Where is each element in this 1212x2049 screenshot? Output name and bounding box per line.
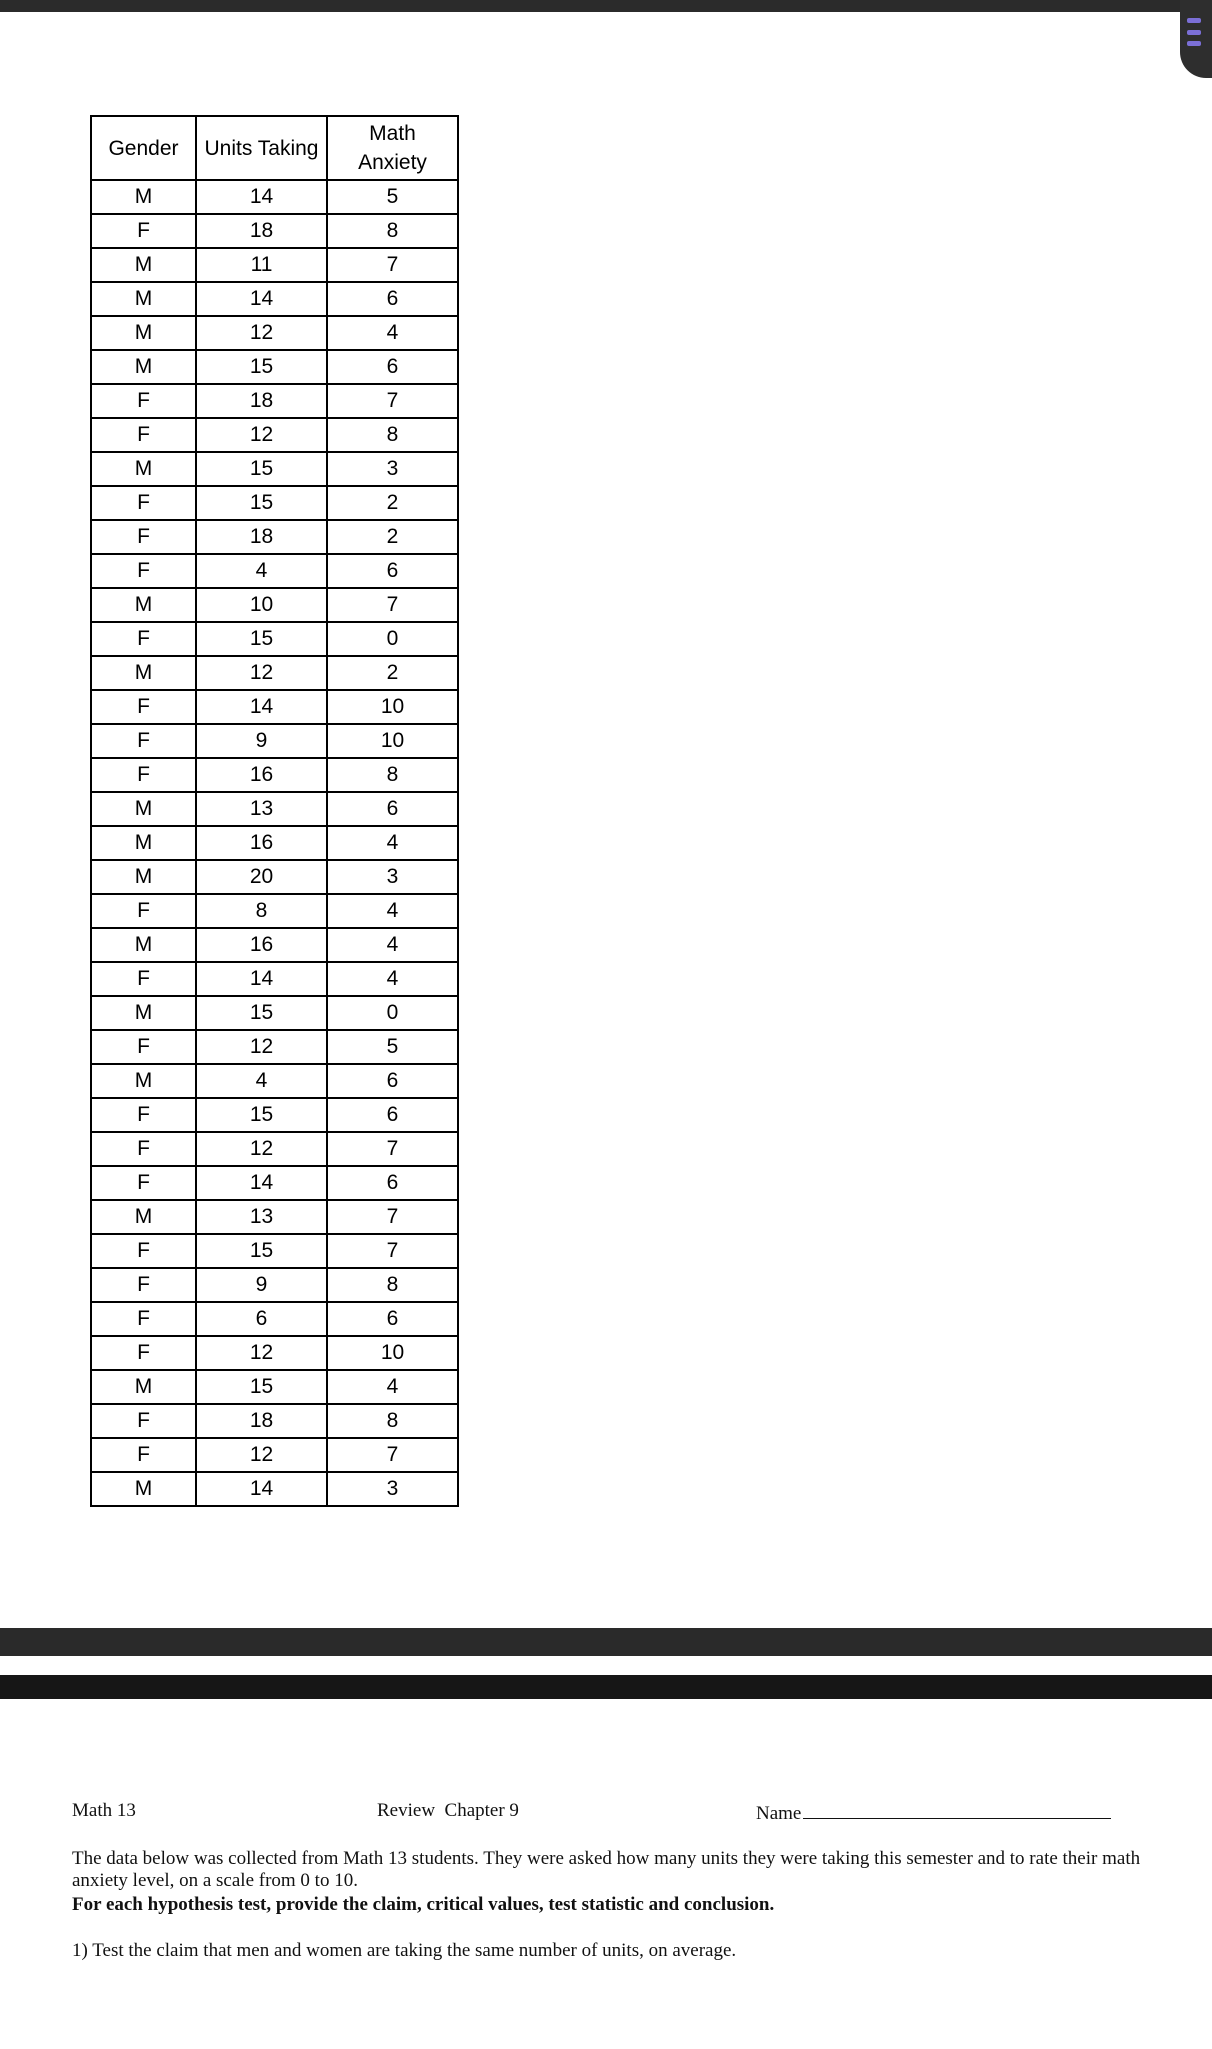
cell-math-anxiety: 8 <box>327 214 458 248</box>
cell-math-anxiety: 4 <box>327 962 458 996</box>
table-row <box>91 384 458 418</box>
cell-math-anxiety: 5 <box>327 180 458 214</box>
cell-gender: M <box>91 588 196 622</box>
cell-math-anxiety: 7 <box>327 384 458 418</box>
cell-units: 4 <box>196 1064 327 1098</box>
table-row <box>91 180 458 214</box>
cell-units: 14 <box>196 282 327 316</box>
cell-gender: F <box>91 486 196 520</box>
cell-units: 16 <box>196 928 327 962</box>
cell-units: 15 <box>196 996 327 1030</box>
cell-math-anxiety: 2 <box>327 486 458 520</box>
cell-math-anxiety: 7 <box>327 1234 458 1268</box>
cell-gender: F <box>91 962 196 996</box>
cell-gender: M <box>91 826 196 860</box>
table-row <box>91 1132 458 1166</box>
name-field <box>756 1800 1111 1825</box>
cell-math-anxiety: 7 <box>327 588 458 622</box>
table-row <box>91 1166 458 1200</box>
table-row <box>91 758 458 792</box>
instructions: For each hypothesis test, provide the claim, critical values, test statistic and conclusion. <box>72 1894 775 1915</box>
cell-math-anxiety: 5 <box>327 1030 458 1064</box>
cell-math-anxiety: 0 <box>327 622 458 656</box>
cell-gender: F <box>91 1166 196 1200</box>
cell-gender: F <box>91 690 196 724</box>
table-row <box>91 486 458 520</box>
cell-gender: F <box>91 520 196 554</box>
cell-math-anxiety: 6 <box>327 1166 458 1200</box>
cell-gender: M <box>91 316 196 350</box>
cell-units: 12 <box>196 1030 327 1064</box>
table-row <box>91 1370 458 1404</box>
cell-units: 12 <box>196 316 327 350</box>
cell-math-anxiety: 10 <box>327 1336 458 1370</box>
table-row <box>91 996 458 1030</box>
cell-units: 15 <box>196 452 327 486</box>
cell-units: 14 <box>196 1472 327 1506</box>
cell-units: 15 <box>196 1370 327 1404</box>
name-label: Name <box>756 1803 802 1824</box>
table-row <box>91 350 458 384</box>
cell-units: 12 <box>196 1132 327 1166</box>
cell-gender: M <box>91 282 196 316</box>
table-body <box>91 180 458 1506</box>
cell-units: 12 <box>196 656 327 690</box>
table-row <box>91 452 458 486</box>
cell-math-anxiety: 8 <box>327 418 458 452</box>
separator-bar-bottom <box>0 1675 1212 1699</box>
cell-gender: M <box>91 1370 196 1404</box>
cell-units: 15 <box>196 486 327 520</box>
cell-math-anxiety: 6 <box>327 1098 458 1132</box>
top-bar <box>0 0 1212 12</box>
cell-gender: F <box>91 758 196 792</box>
cell-gender: M <box>91 792 196 826</box>
cell-math-anxiety: 6 <box>327 792 458 826</box>
cell-units: 13 <box>196 1200 327 1234</box>
cell-gender: M <box>91 656 196 690</box>
cell-math-anxiety: 7 <box>327 1438 458 1472</box>
cell-math-anxiety: 10 <box>327 724 458 758</box>
table-row <box>91 1234 458 1268</box>
cell-units: 18 <box>196 520 327 554</box>
question-1: 1) Test the claim that men and women are taking the same number of units, on average. <box>72 1940 737 1961</box>
cell-math-anxiety: 7 <box>327 1200 458 1234</box>
table-row <box>91 690 458 724</box>
cell-gender: M <box>91 180 196 214</box>
cell-gender: F <box>91 1098 196 1132</box>
cell-math-anxiety: 7 <box>327 248 458 282</box>
cell-units: 4 <box>196 554 327 588</box>
cell-gender: F <box>91 1336 196 1370</box>
cell-units: 18 <box>196 1404 327 1438</box>
table-row <box>91 554 458 588</box>
cell-gender: F <box>91 1438 196 1472</box>
data-table <box>90 115 459 1507</box>
cell-units: 14 <box>196 962 327 996</box>
cell-gender: F <box>91 894 196 928</box>
cell-math-anxiety: 4 <box>327 1370 458 1404</box>
worksheet-header <box>72 1800 1152 1830</box>
cell-math-anxiety: 6 <box>327 282 458 316</box>
cell-math-anxiety: 7 <box>327 1132 458 1166</box>
cell-gender: M <box>91 996 196 1030</box>
cell-gender: M <box>91 1200 196 1234</box>
table-row <box>91 520 458 554</box>
table-row <box>91 860 458 894</box>
cell-gender: F <box>91 724 196 758</box>
table-row <box>91 1438 458 1472</box>
table-row <box>91 1268 458 1302</box>
cell-gender: M <box>91 928 196 962</box>
cell-gender: F <box>91 1234 196 1268</box>
cell-math-anxiety: 2 <box>327 656 458 690</box>
header-gender: Gender <box>91 116 196 180</box>
table-row <box>91 214 458 248</box>
table-row <box>91 792 458 826</box>
cell-gender: M <box>91 1064 196 1098</box>
cell-gender: F <box>91 418 196 452</box>
name-blank-line <box>803 1800 1111 1819</box>
table-row <box>91 724 458 758</box>
cell-units: 10 <box>196 588 327 622</box>
cell-math-anxiety: 4 <box>327 316 458 350</box>
cell-math-anxiety: 6 <box>327 1302 458 1336</box>
cell-units: 18 <box>196 214 327 248</box>
table-row <box>91 1336 458 1370</box>
cell-math-anxiety: 10 <box>327 690 458 724</box>
cell-units: 16 <box>196 826 327 860</box>
cell-units: 16 <box>196 758 327 792</box>
worksheet <box>72 1800 1152 1962</box>
cell-math-anxiety: 8 <box>327 758 458 792</box>
cell-units: 9 <box>196 1268 327 1302</box>
cell-gender: F <box>91 1030 196 1064</box>
cell-units: 15 <box>196 1098 327 1132</box>
cell-units: 14 <box>196 690 327 724</box>
cell-units: 8 <box>196 894 327 928</box>
cell-gender: M <box>91 860 196 894</box>
cell-gender: M <box>91 452 196 486</box>
cell-gender: M <box>91 350 196 384</box>
cell-gender: F <box>91 1302 196 1336</box>
header-math-anxiety: Math Anxiety <box>327 116 458 180</box>
cell-math-anxiety: 8 <box>327 1404 458 1438</box>
hamburger-menu-icon[interactable] <box>1187 18 1201 46</box>
cell-units: 14 <box>196 1166 327 1200</box>
table-row <box>91 1200 458 1234</box>
separator-bar-top <box>0 1628 1212 1656</box>
table-row <box>91 282 458 316</box>
table-row <box>91 928 458 962</box>
cell-math-anxiety: 4 <box>327 826 458 860</box>
table-row <box>91 1404 458 1438</box>
cell-math-anxiety: 0 <box>327 996 458 1030</box>
cell-units: 12 <box>196 1438 327 1472</box>
cell-math-anxiety: 3 <box>327 860 458 894</box>
cell-units: 9 <box>196 724 327 758</box>
cell-units: 6 <box>196 1302 327 1336</box>
table-row <box>91 1302 458 1336</box>
table-row <box>91 962 458 996</box>
cell-math-anxiety: 6 <box>327 350 458 384</box>
cell-units: 13 <box>196 792 327 826</box>
cell-gender: M <box>91 248 196 282</box>
table-row <box>91 1098 458 1132</box>
cell-gender: F <box>91 554 196 588</box>
cell-units: 12 <box>196 1336 327 1370</box>
course-title: Math 13 <box>72 1800 136 1821</box>
cell-math-anxiety: 6 <box>327 554 458 588</box>
cell-math-anxiety: 3 <box>327 1472 458 1506</box>
cell-units: 15 <box>196 622 327 656</box>
table-row <box>91 622 458 656</box>
table-row <box>91 248 458 282</box>
cell-math-anxiety: 8 <box>327 1268 458 1302</box>
table-row <box>91 894 458 928</box>
cell-gender: F <box>91 622 196 656</box>
cell-gender: F <box>91 384 196 418</box>
cell-math-anxiety: 6 <box>327 1064 458 1098</box>
table-row <box>91 316 458 350</box>
table-row <box>91 1472 458 1506</box>
cell-gender: F <box>91 1404 196 1438</box>
table-row <box>91 826 458 860</box>
table-row <box>91 1064 458 1098</box>
cell-units: 20 <box>196 860 327 894</box>
table-row <box>91 1030 458 1064</box>
cell-math-anxiety: 3 <box>327 452 458 486</box>
cell-units: 15 <box>196 350 327 384</box>
intro-paragraph: The data below was collected from Math 13 students. They were asked how many units they were taking this semester and to rate their math anxiety level, on a scale from 0 to 10. <box>72 1848 1141 1891</box>
cell-units: 12 <box>196 418 327 452</box>
header-units-taking: Units Taking <box>196 116 327 180</box>
cell-gender: F <box>91 1268 196 1302</box>
table-row <box>91 588 458 622</box>
cell-math-anxiety: 4 <box>327 894 458 928</box>
cell-math-anxiety: 2 <box>327 520 458 554</box>
cell-units: 11 <box>196 248 327 282</box>
cell-gender: M <box>91 1472 196 1506</box>
cell-math-anxiety: 4 <box>327 928 458 962</box>
cell-units: 14 <box>196 180 327 214</box>
cell-gender: F <box>91 1132 196 1166</box>
review-title: Review Chapter 9 <box>377 1800 519 1821</box>
cell-units: 15 <box>196 1234 327 1268</box>
table-header-row <box>91 116 458 180</box>
table-row <box>91 418 458 452</box>
table-row <box>91 656 458 690</box>
cell-gender: F <box>91 214 196 248</box>
cell-units: 18 <box>196 384 327 418</box>
